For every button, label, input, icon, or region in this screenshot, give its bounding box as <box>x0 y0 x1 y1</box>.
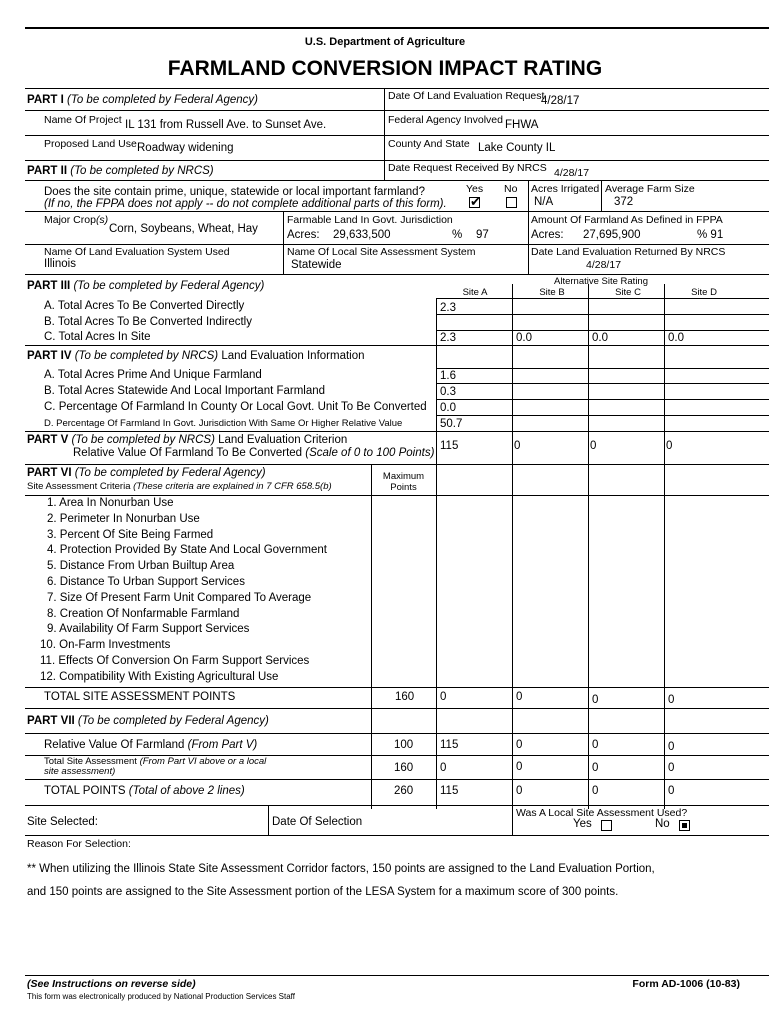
part6-heading: PART VI (To be completed by Federal Agency) <box>27 467 266 479</box>
part7-row2-label: Total Site Assessment (From Part VI above or a local site assessment) <box>44 756 267 777</box>
part4-row-c-label: C. Percentage Of Farmland In County Or Local Govt. Unit To Be Converted <box>44 401 427 413</box>
part7-row3-site-a[interactable]: 115 <box>440 785 459 797</box>
part7-row2-max: 160 <box>394 762 414 774</box>
criteria-label: Site Assessment Criteria (These criteria are explained in 7 CFR 658.5(b) <box>27 481 332 492</box>
criteria-item: 2. Perimeter In Nonurban Use <box>47 512 200 525</box>
major-crops-value[interactable]: Corn, Soybeans, Wheat, Hay <box>109 223 258 235</box>
part5-site-a[interactable]: 115 <box>440 440 459 452</box>
checkmark-icon: ✔ <box>470 194 481 209</box>
part3-row-a-site-a[interactable]: 2.3 <box>440 302 456 314</box>
rule <box>25 180 769 181</box>
part3-row-c-label: C. Total Acres In Site <box>44 331 151 343</box>
criteria-item: 3. Percent Of Site Being Farmed <box>47 528 214 541</box>
local-yes-checkbox[interactable] <box>601 820 612 831</box>
total-site-assessment-label: TOTAL SITE ASSESSMENT POINTS <box>44 691 236 703</box>
local-no-checkbox[interactable] <box>679 820 690 831</box>
form-title: FARMLAND CONVERSION IMPACT RATING <box>167 57 603 80</box>
part4-row-b-label: B. Total Acres Statewide And Local Important Farmland <box>44 385 326 397</box>
part7-row3-site-b[interactable]: 0 <box>516 785 523 797</box>
rule <box>268 805 269 835</box>
part5-heading: PART V (To be completed by NRCS) Land Evaluation Criterion <box>27 434 348 446</box>
site-c-header: Site C <box>615 287 641 298</box>
fppa-amount-label: Amount Of Farmland As Defined in FPPA <box>531 214 723 226</box>
part7-heading: PART VII (To be completed by Federal Agency) <box>27 715 269 727</box>
farmable-pct-value[interactable]: 97 <box>476 229 489 241</box>
part7-row1-site-c[interactable]: 0 <box>592 739 599 751</box>
rule <box>436 415 769 416</box>
rule <box>528 211 529 274</box>
part3-row-c-site-c[interactable]: 0.0 <box>592 332 608 344</box>
part1-heading: PART I (To be completed by Federal Agency) <box>27 94 258 106</box>
fppa-note: (If no, the FPPA does not apply -- do not complete additional parts of this form). <box>44 198 447 210</box>
rule <box>528 180 529 211</box>
part7-row1-max: 100 <box>394 739 414 751</box>
project-value[interactable]: IL 131 from Russell Ave. to Sunset Ave. <box>125 119 327 131</box>
top-rule <box>25 27 769 29</box>
fppa-acres-value[interactable]: 27,695,900 <box>583 229 641 241</box>
rule <box>25 779 769 780</box>
total-site-assessment-max: 160 <box>395 691 415 703</box>
part5-site-d[interactable]: 0 <box>666 440 673 452</box>
total-site-c[interactable]: 0 <box>592 694 599 706</box>
criteria-item: 1. Area In Nonurban Use <box>47 497 174 509</box>
criteria-item: 10. On-Farm Investments <box>40 639 171 652</box>
rule <box>512 284 513 464</box>
part4-row-a-label: A. Total Acres Prime And Unique Farmland <box>44 369 262 381</box>
rule <box>436 314 769 315</box>
part3-row-c-site-b[interactable]: 0.0 <box>516 332 532 344</box>
major-crops-label: Major Crop(s) <box>44 214 109 226</box>
part7-row1-site-d[interactable]: 0 <box>668 741 675 753</box>
rule <box>664 464 665 809</box>
part2-heading: PART II (To be completed by NRCS) <box>27 165 214 177</box>
rule <box>601 180 602 211</box>
rule <box>25 733 769 734</box>
criteria-item: 12. Compatibility With Existing Agricultural Use <box>40 670 279 683</box>
date-request-label: Date Of Land Evaluation Request <box>388 90 545 102</box>
part3-row-c-site-a[interactable]: 2.3 <box>440 332 456 344</box>
date-received-value[interactable]: 4/28/17 <box>554 167 590 179</box>
part7-row1-site-a[interactable]: 115 <box>440 739 459 751</box>
footer-rule <box>25 975 769 976</box>
federal-agency-label: Federal Agency Involved <box>388 114 503 126</box>
form-number: Form AD-1006 (10-83) <box>632 978 740 990</box>
acres-irrigated-label: Acres Irrigated <box>531 183 600 195</box>
farmable-acres-label: Acres: <box>287 229 320 241</box>
site-selected-label: Site Selected: <box>27 816 98 828</box>
alt-site-rating-label: Alternative Site Rating <box>554 276 648 287</box>
date-request-value[interactable]: 4/28/17 <box>541 95 580 107</box>
site-b-header: Site B <box>539 287 565 298</box>
rule <box>25 431 769 432</box>
local-assessment-used-label: Was A Local Site Assessment Used? <box>516 807 688 819</box>
criteria-item: 7. Size Of Present Farm Unit Compared To Average <box>47 591 312 604</box>
agency-header: U.S. Department of Agriculture <box>304 36 466 48</box>
rule <box>25 274 769 275</box>
returned-value[interactable]: 4/28/17 <box>586 259 622 271</box>
federal-agency-value[interactable]: FHWA <box>505 119 539 131</box>
total-site-a[interactable]: 0 <box>440 691 447 703</box>
no-checkbox[interactable] <box>506 197 517 208</box>
fppa-acres-label: Acres: <box>531 229 564 241</box>
part7-row2-site-d[interactable]: 0 <box>668 762 675 774</box>
rule <box>25 244 769 245</box>
part4-heading: PART IV (To be completed by NRCS) Land Evaluation Information <box>27 350 365 362</box>
no-label: No <box>504 183 518 195</box>
rule <box>436 330 769 331</box>
part7-row3-site-c[interactable]: 0 <box>592 785 599 797</box>
instructions-note: (See Instructions on reverse side) <box>27 978 196 990</box>
rule <box>371 464 372 809</box>
farmland-question: Does the site contain prime, unique, statewide or local important farmland? <box>44 186 425 198</box>
part7-row1-label: Relative Value Of Farmland (From Part V) <box>44 739 258 751</box>
avg-farm-size-value[interactable]: 372 <box>614 196 634 208</box>
criteria-item: 9. Availability Of Farm Support Services <box>47 623 250 636</box>
part3-row-c-site-d[interactable]: 0.0 <box>668 332 684 344</box>
part7-row3-label: TOTAL POINTS (Total of above 2 lines) <box>44 785 245 797</box>
rule <box>25 835 769 836</box>
part5-site-b[interactable]: 0 <box>514 440 521 452</box>
part4-row-d-label: D. Percentage Of Farmland In Govt. Jurisdiction With Same Or Higher Relative Value <box>44 418 403 429</box>
rule <box>25 687 769 688</box>
land-use-label: Proposed Land Use <box>44 138 137 150</box>
part3-row-b-label: B. Total Acres To Be Converted Indirectly <box>44 316 252 328</box>
rule <box>512 464 513 809</box>
rule <box>25 345 769 346</box>
fppa-pct[interactable]: % 91 <box>697 229 724 241</box>
rule <box>436 368 769 369</box>
total-site-b[interactable]: 0 <box>516 691 523 703</box>
part5-site-c[interactable]: 0 <box>590 440 597 452</box>
maximum-points-label: Maximum Points <box>382 471 425 493</box>
rule <box>436 383 769 384</box>
reason-label: Reason For Selection: <box>27 838 131 850</box>
rule <box>436 298 769 299</box>
total-site-d[interactable]: 0 <box>668 694 675 706</box>
part4-row-d-value[interactable]: 50.7 <box>440 418 463 430</box>
rule <box>25 88 769 89</box>
land-use-value[interactable]: Roadway widening <box>137 142 234 154</box>
rule <box>436 298 437 464</box>
site-d-header: Site D <box>691 287 717 298</box>
part7-row1-site-b[interactable]: 0 <box>516 739 523 751</box>
avg-farm-size-label: Average Farm Size <box>605 183 695 195</box>
farmable-land-label: Farmable Land In Govt. Jurisdiction <box>287 214 453 226</box>
criteria-item: 8. Creation Of Nonfarmable Farmland <box>47 607 240 620</box>
rule <box>25 464 769 465</box>
site-a-header: Site A <box>462 287 488 298</box>
criteria-item: 5. Distance From Urban Builtup Area <box>47 560 235 573</box>
rule <box>25 211 769 212</box>
rule <box>436 464 437 809</box>
yes-checkbox[interactable] <box>469 194 481 209</box>
criteria-item: 6. Distance To Urban Support Services <box>47 576 245 588</box>
date-of-selection-label: Date Of Selection <box>272 816 363 828</box>
acres-irrigated-value[interactable]: N/A <box>534 196 554 208</box>
note-line-2: and 150 points are assigned to the Site Assessment portion of the LESA System for a maximum score of 300 points. <box>27 886 619 898</box>
county-state-label: County And State <box>388 138 470 150</box>
part4-row-c-value[interactable]: 0.0 <box>440 402 456 414</box>
eval-system-label: Name Of Land Evaluation System Used <box>44 246 230 258</box>
part3-heading: PART III (To be completed by Federal Agency) <box>27 280 265 292</box>
part7-row2-site-a[interactable]: 0 <box>440 762 447 774</box>
project-label: Name Of Project <box>44 114 122 126</box>
rule <box>25 708 769 709</box>
criteria-item: 11. Effects Of Conversion On Farm Support Services <box>40 655 310 667</box>
part4-row-a-value[interactable]: 1.6 <box>440 370 456 382</box>
part7-row2-site-b[interactable]: 0 <box>516 761 523 773</box>
rule <box>384 88 385 160</box>
part7-row2-site-c[interactable]: 0 <box>592 762 599 774</box>
rule <box>283 211 284 274</box>
local-system-label: Name Of Local Site Assessment System <box>287 246 476 258</box>
local-system-value[interactable]: Statewide <box>291 259 342 271</box>
part4-row-b-value[interactable]: 0.3 <box>440 386 456 398</box>
rule <box>512 805 513 835</box>
rule <box>25 160 769 161</box>
rule <box>25 805 769 806</box>
rule <box>436 399 769 400</box>
rule <box>384 160 385 180</box>
part3-row-a-label: A. Total Acres To Be Converted Directly <box>44 300 245 312</box>
county-state-value[interactable]: Lake County IL <box>478 142 556 154</box>
part7-row3-site-d[interactable]: 0 <box>668 785 675 797</box>
returned-label: Date Land Evaluation Returned By NRCS <box>531 246 726 258</box>
criteria-item: 4. Protection Provided By State And Local Government <box>47 544 327 557</box>
date-received-label: Date Request Received By NRCS <box>388 162 547 174</box>
local-yes-label: Yes <box>573 818 592 830</box>
rule <box>588 464 589 809</box>
filled-square-icon <box>682 823 687 828</box>
part5-line2: Relative Value Of Farmland To Be Converted (Scale of 0 to 100 Points) <box>73 447 435 459</box>
produced-by-note: This form was electronically produced by National Production Services Staff <box>27 992 295 1001</box>
local-no-label: No <box>655 818 670 830</box>
part7-row3-max: 260 <box>394 785 414 797</box>
rule <box>25 495 769 496</box>
eval-system-value[interactable]: Illinois <box>44 258 76 270</box>
yes-label: Yes <box>466 183 484 195</box>
rule <box>25 135 769 136</box>
farmable-acres-value[interactable]: 29,633,500 <box>333 229 391 241</box>
rule <box>664 284 665 464</box>
note-line-1: ** When utilizing the Illinois State Site Assessment Corridor factors, 150 points are assigned to the Land Evaluation Portion, <box>27 863 655 875</box>
rule <box>588 284 589 464</box>
rule <box>25 110 769 111</box>
farmable-pct-label: % <box>452 229 463 241</box>
